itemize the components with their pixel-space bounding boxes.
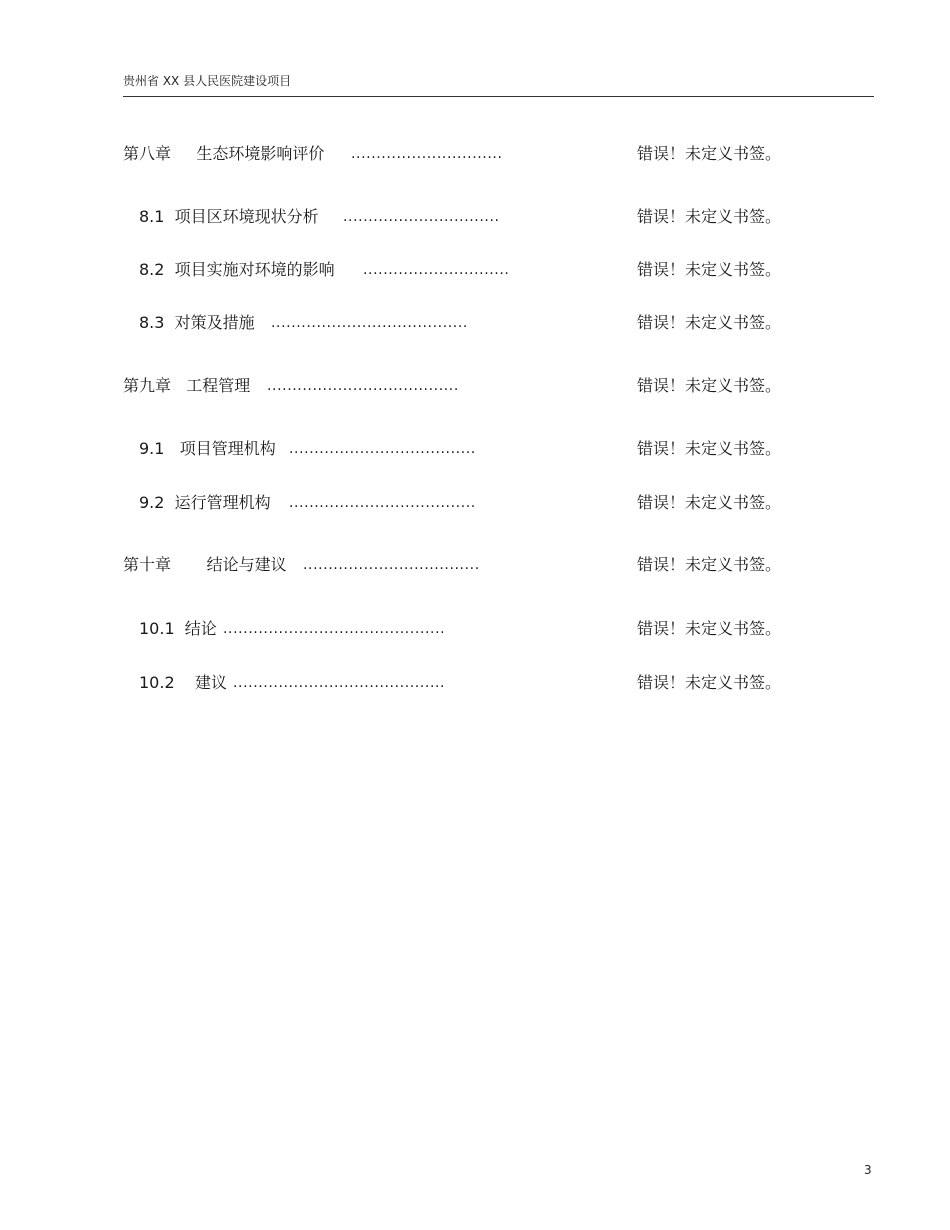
toc-page-ref: 错误！未定义书签。: [637, 144, 782, 163]
toc-leader-dots: ...............................: [343, 209, 500, 225]
toc-page-ref: 错误！未定义书签。: [637, 439, 782, 458]
header-title: 贵州省 XX 县人民医院建设项目: [123, 74, 292, 88]
toc-entry-title: 10.1 结论: [139, 619, 217, 638]
toc-page-ref: 错误！未定义书签。: [637, 673, 782, 692]
toc-page-ref: 错误！未定义书签。: [637, 260, 782, 279]
toc-entry-title: 9.1 项目管理机构: [139, 439, 276, 458]
toc-entry-chapter-9[interactable]: [0, 375, 950, 399]
toc-entry-chapter-8[interactable]: [0, 143, 950, 167]
toc-leader-dots: ...................................: [303, 557, 480, 573]
toc-entry-chapter-10[interactable]: [0, 554, 950, 578]
toc-page-ref: 错误！未定义书签。: [637, 619, 782, 638]
toc-leader-dots: ............................................: [223, 621, 446, 637]
toc-page-ref: 错误！未定义书签。: [637, 493, 782, 512]
toc-entry-title: 8.3 对策及措施: [139, 313, 255, 332]
toc-entry-9-2[interactable]: [0, 492, 950, 516]
toc-leader-dots: ..............................: [351, 146, 503, 162]
toc-entry-title: 第十章 结论与建议: [123, 555, 287, 574]
toc-entry-8-2[interactable]: [0, 259, 950, 283]
toc-leader-dots: .....................................: [289, 495, 476, 511]
toc-entry-title: 8.1 项目区环境现状分析: [139, 207, 319, 226]
toc-entry-8-1[interactable]: [0, 206, 950, 230]
toc-entry-9-1[interactable]: [0, 438, 950, 462]
page-number: 3: [864, 1163, 872, 1177]
toc-page-ref: 错误！未定义书签。: [637, 376, 782, 395]
toc-page-ref: 错误！未定义书签。: [637, 555, 782, 574]
toc-page-ref: 错误！未定义书签。: [637, 313, 782, 332]
toc-leader-dots: .......................................: [271, 315, 468, 331]
toc-entry-8-3[interactable]: [0, 312, 950, 336]
toc-entry-10-2[interactable]: [0, 672, 950, 696]
toc-entry-title: 第八章 生态环境影响评价: [123, 144, 325, 163]
toc-entry-title: 10.2 建议: [139, 673, 227, 692]
toc-entry-10-1[interactable]: [0, 618, 950, 642]
toc-page-ref: 错误！未定义书签。: [637, 207, 782, 226]
toc-leader-dots: .............................: [363, 262, 510, 278]
toc-entry-title: 8.2 项目实施对环境的影响: [139, 260, 335, 279]
toc-entry-title: 第九章 工程管理: [123, 376, 251, 395]
toc-leader-dots: ......................................: [267, 378, 459, 394]
toc-leader-dots: .....................................: [289, 441, 476, 457]
toc-entry-title: 9.2 运行管理机构: [139, 493, 271, 512]
page-header: [123, 72, 874, 97]
toc-leader-dots: ..........................................: [233, 675, 446, 691]
